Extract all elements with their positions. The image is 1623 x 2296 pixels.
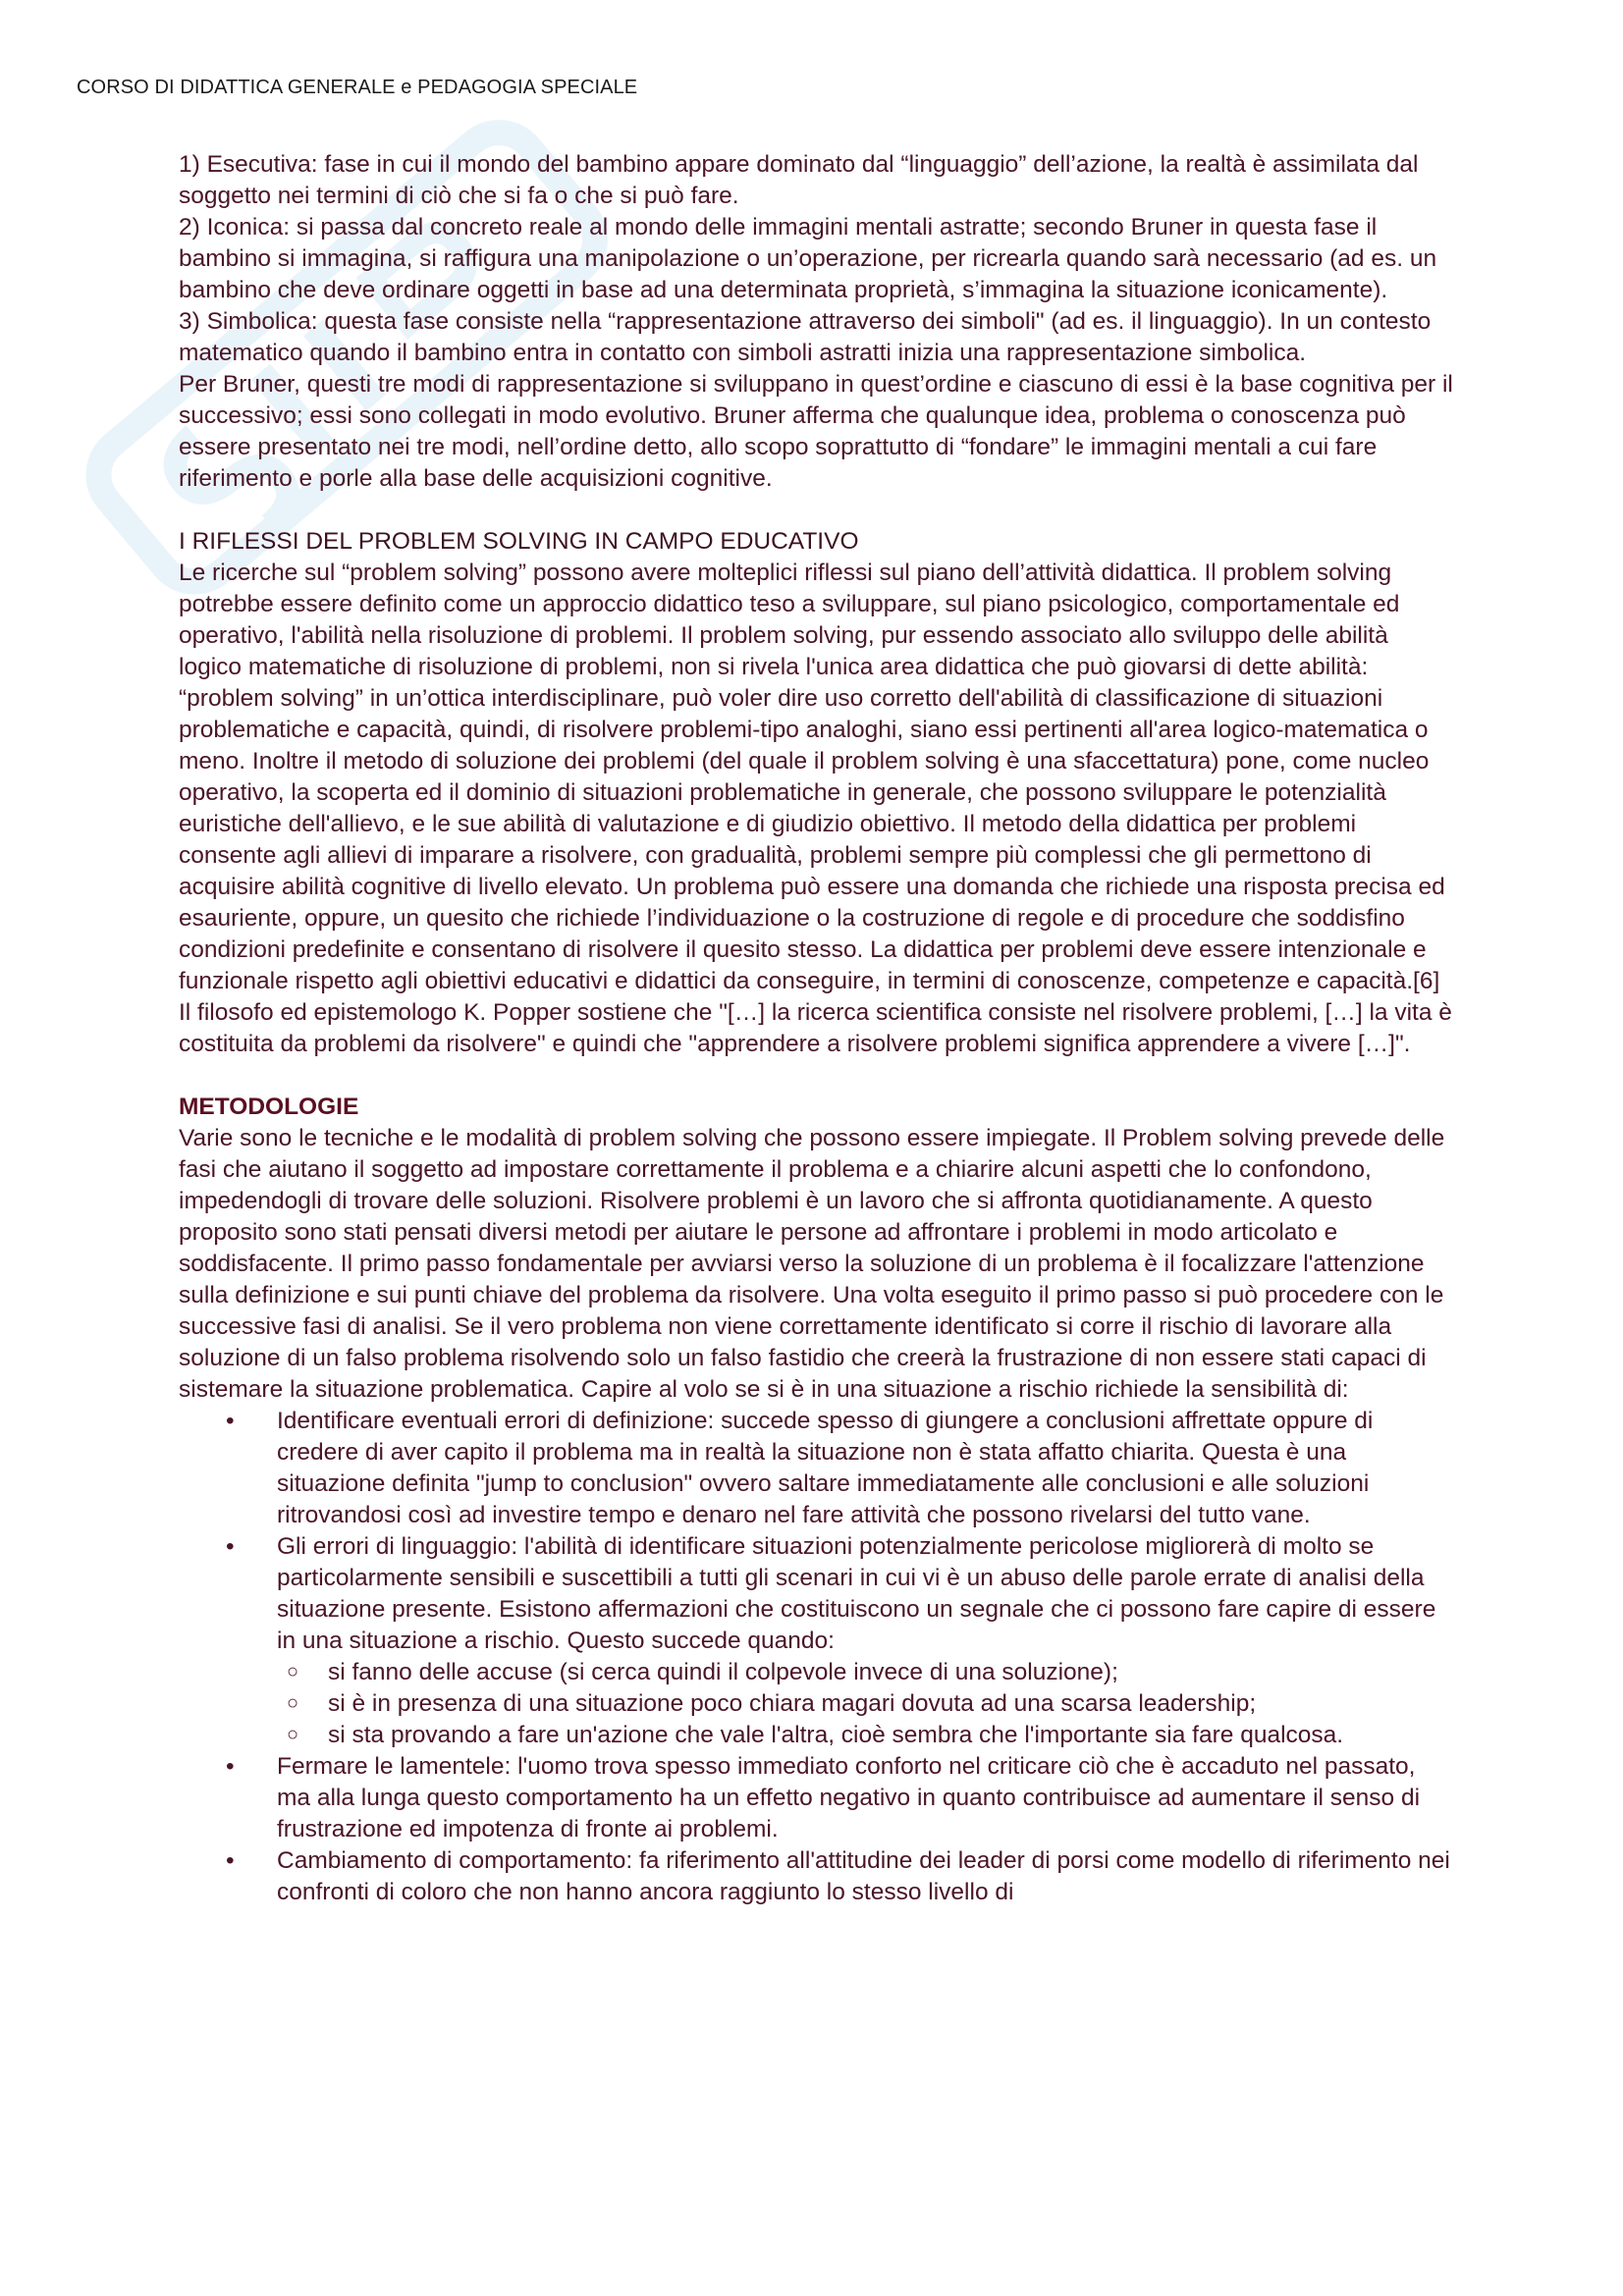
spacer: [179, 495, 1455, 526]
list-item-text: Gli errori di linguaggio: l'abilità di identificare situazioni potenzialmente pericolose migliorerà di molto se particolarmente sensibili e suscettibili a tutti gli scenari in cui vi è un abuso delle parole errate di analisi della situazione presente. Esistono affermazioni che costituiscono un segnale che ci possono fare capire di essere in una situazione a rischio. Questo succede quando:: [277, 1533, 1436, 1654]
circle-bullet-icon: ○: [287, 1692, 299, 1714]
bullet-icon: •: [226, 1847, 235, 1874]
list-item: [179, 1845, 1455, 1908]
paragraph-iconica: 2) Iconica: si passa dal concreto reale al mondo delle immagini mentali astratte; secondo Bruner in questa fase il bambino si immagina, si raffigura una manipolazione o un’operazione, per ricrearla quando sarà necessario (ad es. un bambino che deve ordinare oggetti in base ad una determinata proprietà, s’immagina la situazione iconicamente).: [179, 214, 1437, 303]
list-item: [179, 1751, 1455, 1845]
sub-list: [277, 1657, 1455, 1751]
sub-list-item-text: si è in presenza di una situazione poco chiara magari dovuta ad una scarsa leadership;: [328, 1690, 1257, 1717]
sub-list-item: [277, 1720, 1455, 1751]
list-item-text: Identificare eventuali errori di definizione: succede spesso di giungere a conclusioni affrettate oppure di credere di aver capito il problema ma in realtà la situazione non è stata affatto chiarita. Questa è una situazione definita "jump to conclusion" ovvero saltare immediatamente alle conclusioni e alle soluzioni ritrovandosi così ad investire tempo e denaro nel fare attività che possono rivelarsi del tutto vane.: [277, 1408, 1374, 1528]
circle-bullet-icon: ○: [287, 1724, 299, 1745]
paragraph-simbolica: 3) Simbolica: questa fase consiste nella “rappresentazione attraverso dei simboli" (ad es. il linguaggio). In un contesto matematico quando il bambino entra in contatto con simboli astratti inizia una rappresentazione simbolica.: [179, 308, 1432, 366]
bullet-icon: •: [226, 1753, 235, 1780]
bullet-icon: •: [226, 1533, 235, 1560]
spacer: [179, 1060, 1455, 1092]
list-item-text: Cambiamento di comportamento: fa riferimento all'attitudine dei leader di porsi come modello di riferimento nei confronti di coloro che non hanno ancora raggiunto lo stesso livello di: [277, 1847, 1450, 1905]
paragraph-problem-solving: Le ricerche sul “problem solving” possono avere molteplici riflessi sul piano dell’attività didattica. Il problem solving potrebbe essere definito come un approccio didattico teso a sviluppare, sul piano psicologico, comportamentale ed operativo, l'abilità nella risoluzione di problemi. Il problem solving, pur essendo associato allo sviluppo delle abilità logico matematiche di risoluzione di problemi, non si rivela l'unica area didattica che può giovarsi di dette abilità: “problem solving” in un’ottica interdisciplinare, può voler dire uso corretto dell'abilità di classificazione di situazioni problematiche e capacità, quindi, di risolvere problemi-tipo analoghi, siano essi pertinenti all'area logico-matematica o meno. Inoltre il metodo di soluzione dei problemi (del quale il problem solving è una sfaccettatura) pone, come nucleo operativo, la scoperta ed il dominio di situazioni problematiche in generale, che possono sviluppare le potenzialità euristiche dell'allievo, e le sue abilità di valutazione e di giudizio obiettivo. Il metodo della didattica per problemi consente agli allievi di imparare a risolvere, con gradualità, problemi sempre più complessi che gli permettono di acquisire abilità cognitive di livello elevato. Un problema può essere una domanda che richiede una risposta precisa ed esauriente, oppure, un quesito che richiede l’individuazione o la costruzione di regole e di procedure che soddisfino condizioni predefinite e consentano di risolvere il quesito stesso. La didattica per problemi deve essere intenzionale e funzionale rispetto agli obiettivi educativi e didattici da conseguire, in termini di conoscenze, competenze e capacità.[6] Il filosofo ed epistemologo K. Popper sostiene che "[…] la ricerca scientifica consiste nel risolvere problemi, […] la vita è costituita da problemi da risolvere" e quindi che "apprendere a risolvere problemi significa apprendere a vivere […]".: [179, 560, 1452, 1057]
page-header: CORSO DI DIDATTICA GENERALE e PEDAGOGIA SPECIALE: [77, 77, 638, 98]
paragraph-bruner: Per Bruner, questi tre modi di rappresentazione si sviluppano in quest’ordine e ciascuno di essi è la base cognitiva per il successivo; essi sono collegati in modo evolutivo. Bruner afferma che qualunque idea, problema o conoscenza può essere presentato nei tre modi, nell’ordine detto, allo scopo soprattutto di “fondare” le immagini mentali a cui fare riferimento e porle alla base delle acquisizioni cognitive.: [179, 371, 1453, 492]
methods-list: [179, 1406, 1455, 1908]
sub-list-item: [277, 1688, 1455, 1720]
document-body: [179, 149, 1455, 1908]
list-item: [179, 1531, 1455, 1751]
section-heading-metodologie: METODOLOGIE: [179, 1094, 359, 1120]
list-item: [179, 1406, 1455, 1531]
section-heading-riflessi: I RIFLESSI DEL PROBLEM SOLVING IN CAMPO EDUCATIVO: [179, 528, 859, 555]
paragraph-metodologie: Varie sono le tecniche e le modalità di problem solving che possono essere impiegate. Il Problem solving prevede delle fasi che aiutano il soggetto ad impostare correttamente il problema e a chiarire alcuni aspetti che lo confondono, impedendogli di trovare delle soluzioni. Risolvere problemi è un lavoro che si affronta quotidianamente. A questo proposito sono stati pensati diversi metodi per aiutare le persone ad affrontare i problemi in modo articolato e soddisfacente. Il primo passo fondamentale per avviarsi verso la soluzione di un problema è il focalizzare l'attenzione sulla definizione e sui punti chiave del problema da risolvere. Una volta eseguito il primo passo si può procedere con le successive fasi di analisi. Se il vero problema non viene correttamente identificato si corre il rischio di lavorare alla soluzione di un falso problema risolvendo solo un falso fastidio che creerà la frustrazione di non essere stati capaci di sistemare la situazione problematica. Capire al volo se si è in una situazione a rischio richiede la sensibilità di:: [179, 1125, 1445, 1403]
paragraph-esecutiva: 1) Esecutiva: fase in cui il mondo del bambino appare dominato dal “linguaggio” dell’azione, la realtà è assimilata dal soggetto nei termini di ciò che si fa o che si può fare.: [179, 151, 1419, 209]
list-item-text: Fermare le lamentele: l'uomo trova spesso immediato conforto nel criticare ciò che è accaduto nel passato, ma alla lunga questo comportamento ha un effetto negativo in quanto contribuisce ad aumentare il senso di frustrazione ed impotenza di fronte ai problemi.: [277, 1753, 1421, 1842]
sub-list-item: [277, 1657, 1455, 1688]
bullet-icon: •: [226, 1408, 235, 1434]
sub-list-item-text: si sta provando a fare un'azione che vale l'altra, cioè sembra che l'importante sia fare qualcosa.: [328, 1722, 1344, 1748]
sub-list-item-text: si fanno delle accuse (si cerca quindi il colpevole invece di una soluzione);: [328, 1659, 1118, 1685]
circle-bullet-icon: ○: [287, 1661, 299, 1682]
